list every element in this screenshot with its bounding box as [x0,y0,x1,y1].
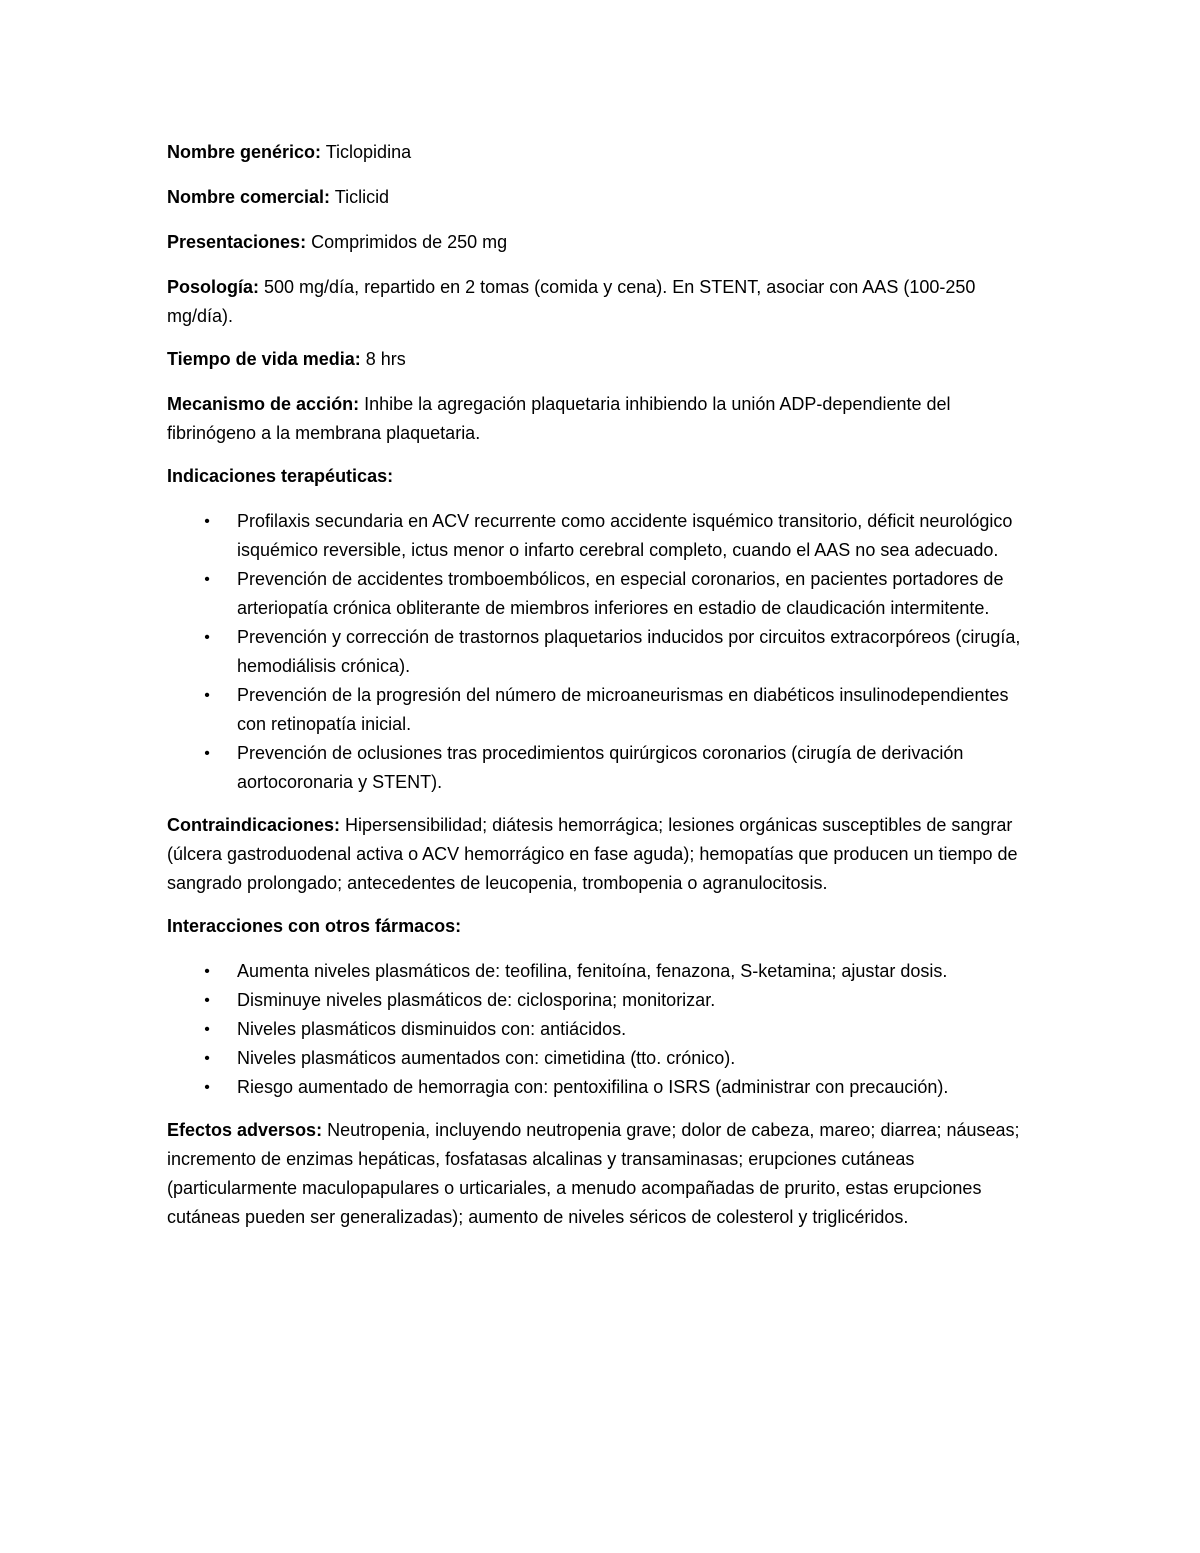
contraindications-value: Hipersensibilidad; diátesis hemorrágica; lesiones orgánicas susceptibles de sangrar (úlcera gastroduodenal activa o ACV hemorrágico en fase aguda); hemopatías que producen un tiempo de sangrado prolongado; antecedentes de leucopenia, trombopenia o agranulocitosis. [167,815,1018,893]
presentations-paragraph [167,228,1037,257]
adverse-effects-value: Neutropenia, incluyendo neutropenia grave; dolor de cabeza, mareo; diarrea; náuseas; incremento de enzimas hepáticas, fosfatasas alcalinas y transaminasas; erupciones cutáneas (particularmente maculopapulares o urticariales, a menudo acompañadas de prurito, estas erupciones cutáneas pueden ser generalizadas); aumento de niveles séricos de colesterol y triglicéridos. [167,1120,1020,1227]
presentations-value: Comprimidos de 250 mg [306,232,508,252]
indications-list [167,507,1037,797]
interactions-heading-label: Interacciones con otros fármacos: [167,916,462,936]
list-item-text: Disminuye niveles plasmáticos de: ciclosporina; monitorizar. [237,990,716,1010]
bullet-icon: • [204,992,210,1009]
bullet-icon: • [204,745,210,762]
list-item-text: Prevención de accidentes tromboembólicos, en especial coronarios, en pacientes portadores de arteriopatía crónica obliterante de miembros inferiores en estadio de claudicación intermitente. [237,569,1004,618]
adverse-effects-paragraph [167,1116,1037,1232]
bullet-icon: • [204,1021,210,1038]
list-item [167,739,1037,797]
adverse-effects-label: Efectos adversos: [167,1120,323,1140]
list-item-text: Prevención y corrección de trastornos plaquetarios inducidos por circuitos extracorpóreos (cirugía, hemodiálisis crónica). [237,627,1021,676]
list-item-text: Prevención de oclusiones tras procedimientos quirúrgicos coronarios (cirugía de derivación aortocoronaria y STENT). [237,743,964,792]
list-item [167,623,1037,681]
list-item-text: Riesgo aumentado de hemorragia con: pentoxifilina o ISRS (administrar con precaución). [237,1077,949,1097]
commercial-name-value: Ticlicid [330,187,390,207]
bullet-icon: • [204,629,210,646]
bullet-icon: • [204,1079,210,1096]
list-item-text: Niveles plasmáticos disminuidos con: antiácidos. [237,1019,627,1039]
contraindications-paragraph [167,811,1037,898]
mechanism-value: Inhibe la agregación plaquetaria inhibiendo la unión ADP-dependiente del fibrinógeno a la membrana plaquetaria. [167,394,951,443]
list-item [167,1044,1037,1073]
list-item [167,565,1037,623]
list-item [167,957,1037,986]
half-life-value: 8 hrs [360,349,406,369]
bullet-icon: • [204,1050,210,1067]
presentations-label: Presentaciones: [167,232,307,252]
list-item [167,1015,1037,1044]
indications-heading [167,462,1037,491]
contraindications-label: Contraindicaciones: [167,815,341,835]
list-item [167,507,1037,565]
list-item [167,681,1037,739]
bullet-icon: • [204,571,210,588]
interactions-heading [167,912,1037,941]
document-page [167,138,1037,1246]
dosage-paragraph [167,273,1037,331]
commercial-name-paragraph [167,183,1037,212]
list-item-text: Niveles plasmáticos aumentados con: cimetidina (tto. crónico). [237,1048,736,1068]
mechanism-paragraph [167,390,1037,448]
bullet-icon: • [204,513,210,530]
dosage-label: Posología: [167,277,260,297]
bullet-icon: • [204,963,210,980]
commercial-name-label: Nombre comercial: [167,187,331,207]
dosage-value: 500 mg/día, repartido en 2 tomas (comida y cena). En STENT, asociar con AAS (100-250 mg/día). [167,277,976,326]
list-item [167,1073,1037,1102]
generic-name-paragraph [167,138,1037,167]
list-item-text: Profilaxis secundaria en ACV recurrente como accidente isquémico transitorio, déficit neurológico isquémico reversible, ictus menor o infarto cerebral completo, cuando el AAS no sea adecuado. [237,511,1013,560]
half-life-paragraph [167,345,1037,374]
list-item-text: Aumenta niveles plasmáticos de: teofilina, fenitoína, fenazona, S-ketamina; ajustar dosis. [237,961,948,981]
half-life-label: Tiempo de vida media: [167,349,361,369]
indications-heading-label: Indicaciones terapéuticas: [167,466,394,486]
bullet-icon: • [204,687,210,704]
interactions-list [167,957,1037,1102]
generic-name-label: Nombre genérico: [167,142,322,162]
list-item [167,986,1037,1015]
mechanism-label: Mecanismo de acción: [167,394,360,414]
list-item-text: Prevención de la progresión del número de microaneurismas en diabéticos insulinodependientes con retinopatía inicial. [237,685,1009,734]
generic-name-value: Ticlopidina [321,142,412,162]
